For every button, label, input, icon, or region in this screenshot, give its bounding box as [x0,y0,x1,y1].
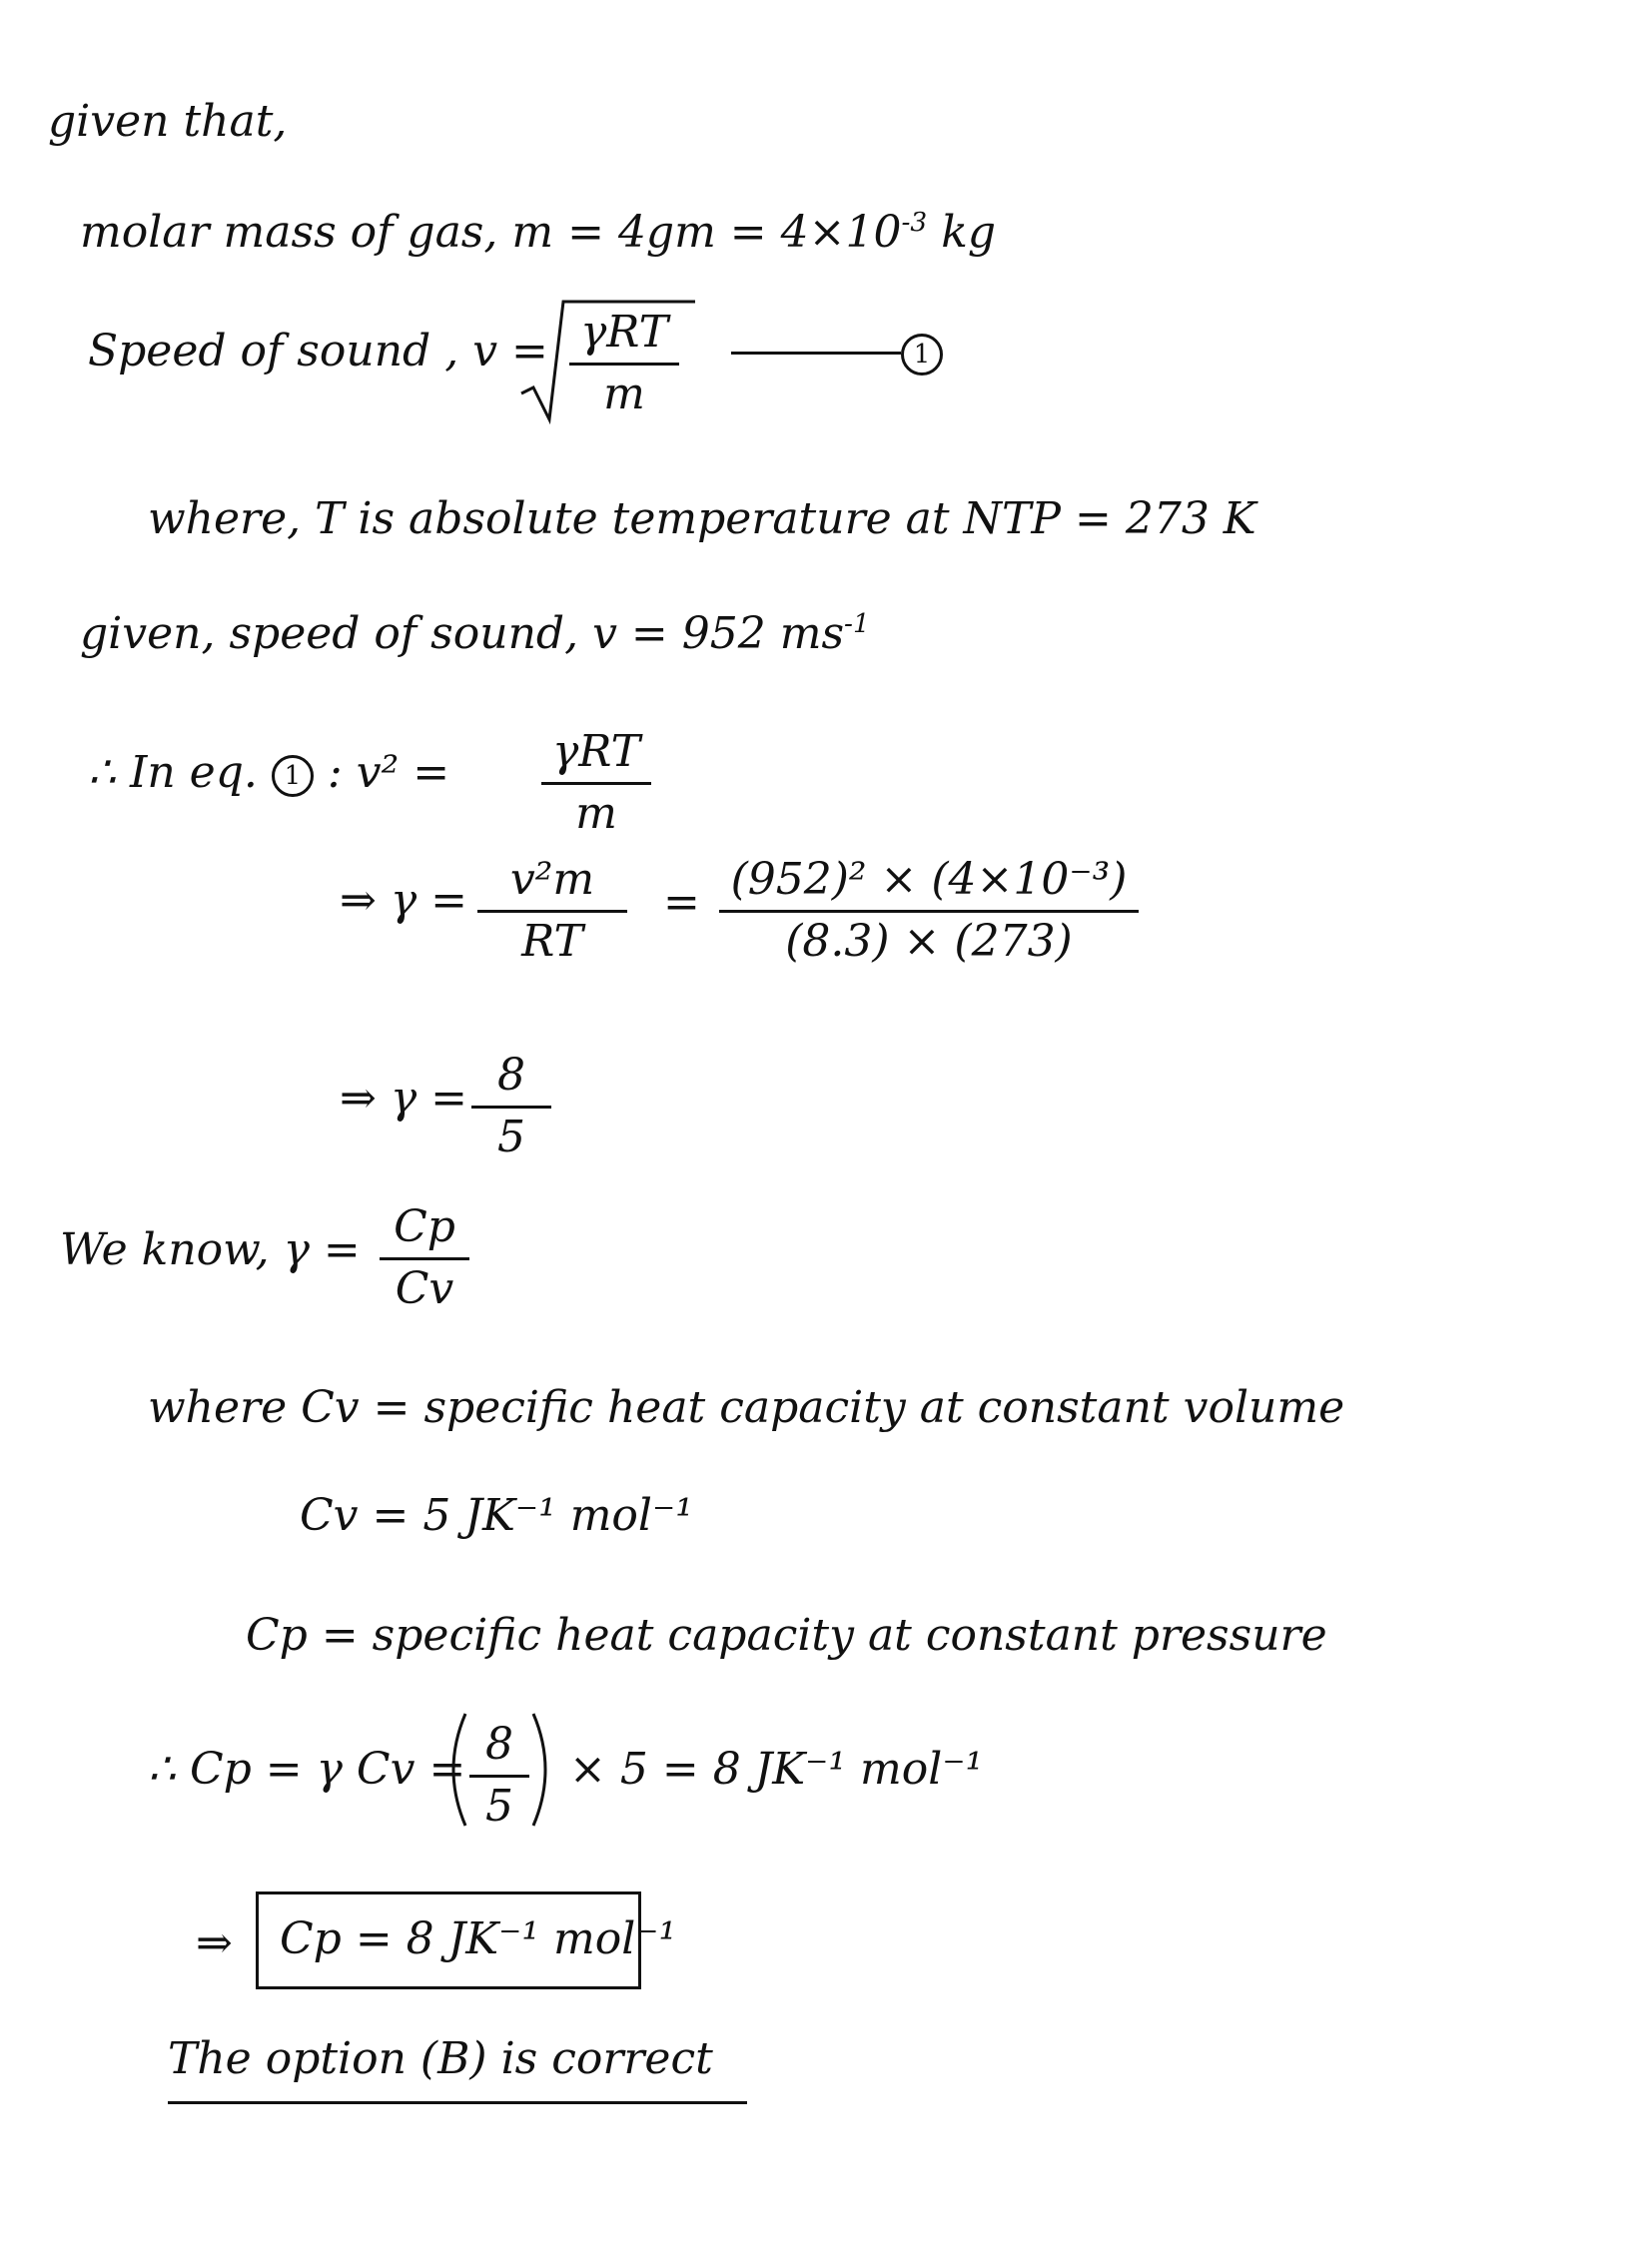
in-eq-lhs: v² = [356,747,450,798]
gamma-calc-den1: RT [521,915,583,967]
given-speed [80,607,870,659]
speed-denominator: m [603,368,645,419]
boxed-arrow: ⇒ [196,1917,233,1968]
given-that: given that, [48,96,288,147]
gamma-result-num: 8 [497,1050,525,1101]
we-know-num: Cp [394,1201,455,1252]
speed-label: Speed of sound , [88,326,459,377]
in-eq-denominator: m [575,787,617,839]
cp-calc-den: 5 [485,1780,513,1832]
in-eq-line [88,747,450,798]
left-paren [439,1710,469,1830]
gamma-calc-fraction-2 [719,855,1139,967]
molar-mass-exponent: -3 [901,207,928,238]
equation-dash [731,352,901,355]
where-T: where, T is absolute temperature at NTP = 273 K [148,493,1256,544]
molar-mass-eq: m = 4gm = 4×10 [511,206,902,258]
speed-numerator: γRT [580,307,668,358]
molar-mass-line [80,206,997,258]
conclusion: The option (B) is correct [168,2033,713,2084]
cv-value: Cv = 5 JK⁻¹ mol⁻¹ [300,1490,693,1541]
right-paren [529,1710,559,1830]
cp-def: Cp = specific heat capacity at constant pressure [246,1610,1327,1661]
we-know-den: Cv [395,1262,454,1314]
eq-tag-ref: 1 [272,755,314,797]
in-eq-colon: : [327,747,343,798]
gamma-calc-den2: (8.3) × (273) [785,915,1073,967]
speed-fraction-bar [569,363,679,366]
cp-calc-fraction [469,1720,529,1832]
cp-calc-lhs: ∴ Cp = γ Cv = [148,1744,466,1795]
molar-mass-unit: kg [941,206,997,258]
we-know-bar [380,1257,469,1260]
we-know-lhs: We know, γ = [60,1224,361,1275]
cp-calc-bar [469,1775,529,1778]
eq-tag-1-circle: 1 [901,334,943,376]
we-know-fraction [380,1202,469,1314]
gamma-calc-fraction-1 [477,855,627,967]
cp-calc-rhs: × 5 = 8 JK⁻¹ mol⁻¹ [569,1744,984,1795]
boxed-answer: Cp = 8 JK⁻¹ mol⁻¹ [280,1913,677,1964]
given-speed-exponent: -1 [844,608,870,639]
gamma-calc-bar1 [477,910,627,913]
gamma-calc-lhs: ⇒ γ = [340,875,468,926]
eq-tag-1 [901,330,943,376]
gamma-calc-num1: v²m [509,854,595,905]
in-eq-prefix: ∴ In eq. [88,747,258,798]
gamma-result-fraction [471,1051,551,1162]
in-eq-numerator: γRT [552,726,640,777]
gamma-result-bar [471,1106,551,1109]
given-speed-text: given, speed of sound, v = 952 ms [80,607,845,659]
gamma-calc-num2: (952)² × (4×10⁻³) [730,854,1128,905]
speed-label-line [88,326,548,377]
molar-mass-label: molar mass of gas, [80,206,498,258]
gamma-calc-bar2 [719,910,1139,913]
gamma-result-lhs: ⇒ γ = [340,1073,468,1124]
conclusion-underline [168,2101,747,2104]
in-eq-bar [541,782,651,785]
gamma-calc-eq: = [663,877,700,928]
gamma-result-den: 5 [497,1111,525,1162]
speed-lhs: v = [472,326,548,377]
where-cv: where Cv = specific heat capacity at constant volume [148,1382,1345,1433]
speed-fraction [569,308,679,419]
in-eq-fraction [541,727,651,839]
cp-calc-num: 8 [485,1719,513,1770]
